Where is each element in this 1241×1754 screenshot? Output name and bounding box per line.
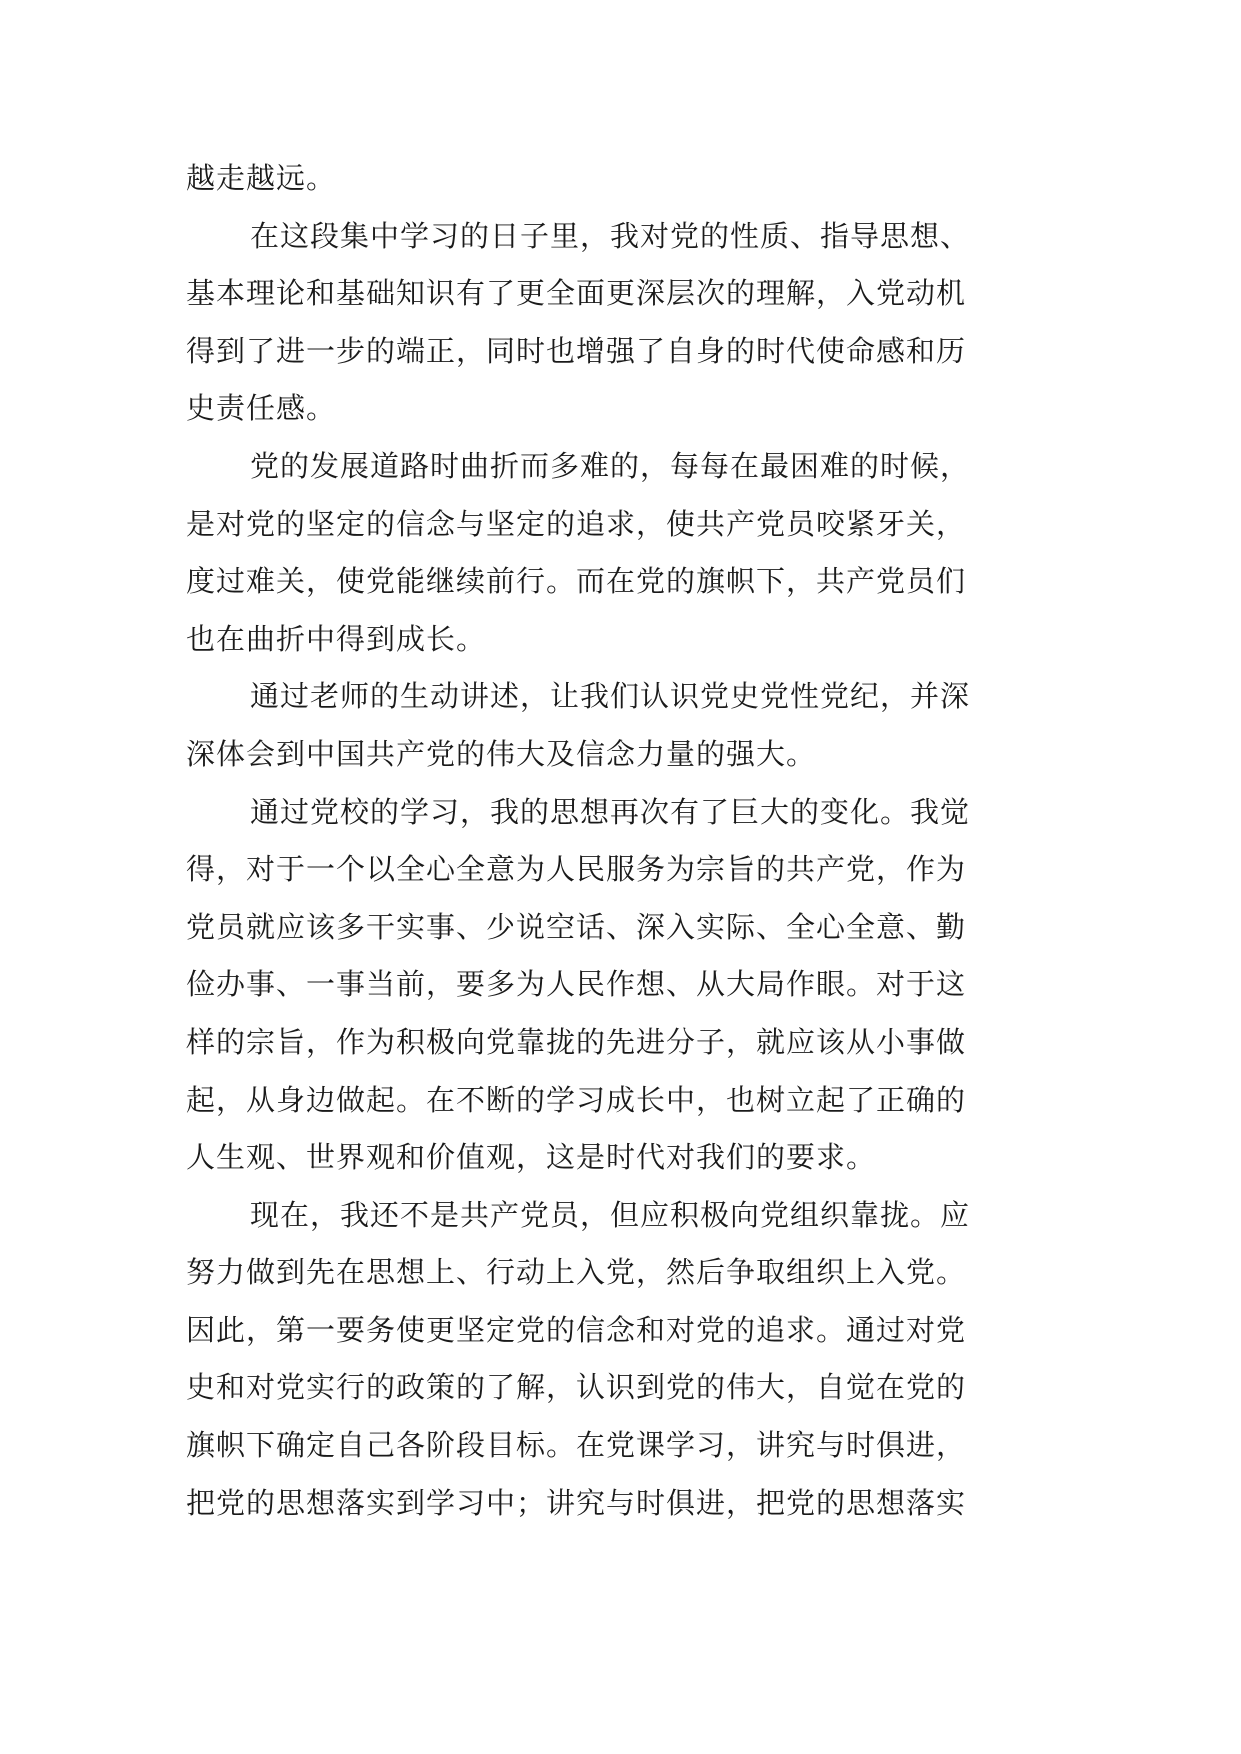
text-line: 样的宗旨，作为积极向党靠拢的先进分子，就应该从小事做 <box>186 1024 967 1059</box>
text-line: 把党的思想落实到学习中；讲究与时俱进，把党的思想落实 <box>186 1485 967 1520</box>
text-line: 史责任感。 <box>186 391 337 426</box>
text-line: 深体会到中国共产党的伟大及信念力量的强大。 <box>186 736 817 771</box>
text-line: 起，从身边做起。在不断的学习成长中，也树立起了正确的 <box>186 1082 967 1117</box>
text-line: 基本理论和基础知识有了更全面更深层次的理解，入党动机 <box>186 276 967 311</box>
text-line: 党员就应该多干实事、少说空话、深入实际、全心全意、勤 <box>186 909 967 944</box>
text-line: 得到了进一步的端正，同时也增强了自身的时代使命感和历 <box>186 333 967 368</box>
text-line: 因此，第一要务使更坚定党的信念和对党的追求。通过对党 <box>186 1312 967 1347</box>
text-line: 也在曲折中得到成长。 <box>186 621 487 656</box>
body-text <box>186 150 1066 1532</box>
paragraph-start-line: 通过老师的生动讲述，让我们认识党史党性党纪，并深 <box>250 679 971 714</box>
paragraph-start-line: 现在，我还不是共产党员，但应积极向党组织靠拢。应 <box>250 1197 971 1232</box>
text-line: 人生观、世界观和价值观，这是时代对我们的要求。 <box>186 1140 877 1175</box>
text-line: 史和对党实行的政策的了解，认识到党的伟大，自觉在党的 <box>186 1370 967 1405</box>
text-line: 得，对于一个以全心全意为人民服务为宗旨的共产党，作为 <box>186 852 967 887</box>
text-line: 俭办事、一事当前，要多为人民作想、从大局作眼。对于这 <box>186 967 967 1002</box>
paragraph-start-line: 在这段集中学习的日子里，我对党的性质、指导思想、 <box>250 218 971 253</box>
text-line: 越走越远。 <box>186 161 337 195</box>
text-line: 努力做到先在思想上、行动上入党，然后争取组织上入党。 <box>186 1255 967 1290</box>
text-line: 旗帜下确定自己各阶段目标。在党课学习，讲究与时俱进， <box>186 1428 967 1463</box>
text-line: 度过难关，使党能继续前行。而在党的旗帜下，共产党员们 <box>186 564 967 599</box>
paragraph-start-line: 党的发展道路时曲折而多难的，每每在最困难的时候， <box>250 448 971 483</box>
paragraph-start-line: 通过党校的学习，我的思想再次有了巨大的变化。我觉 <box>250 794 971 829</box>
text-line: 是对党的坚定的信念与坚定的追求，使共产党员咬紧牙关， <box>186 506 967 541</box>
